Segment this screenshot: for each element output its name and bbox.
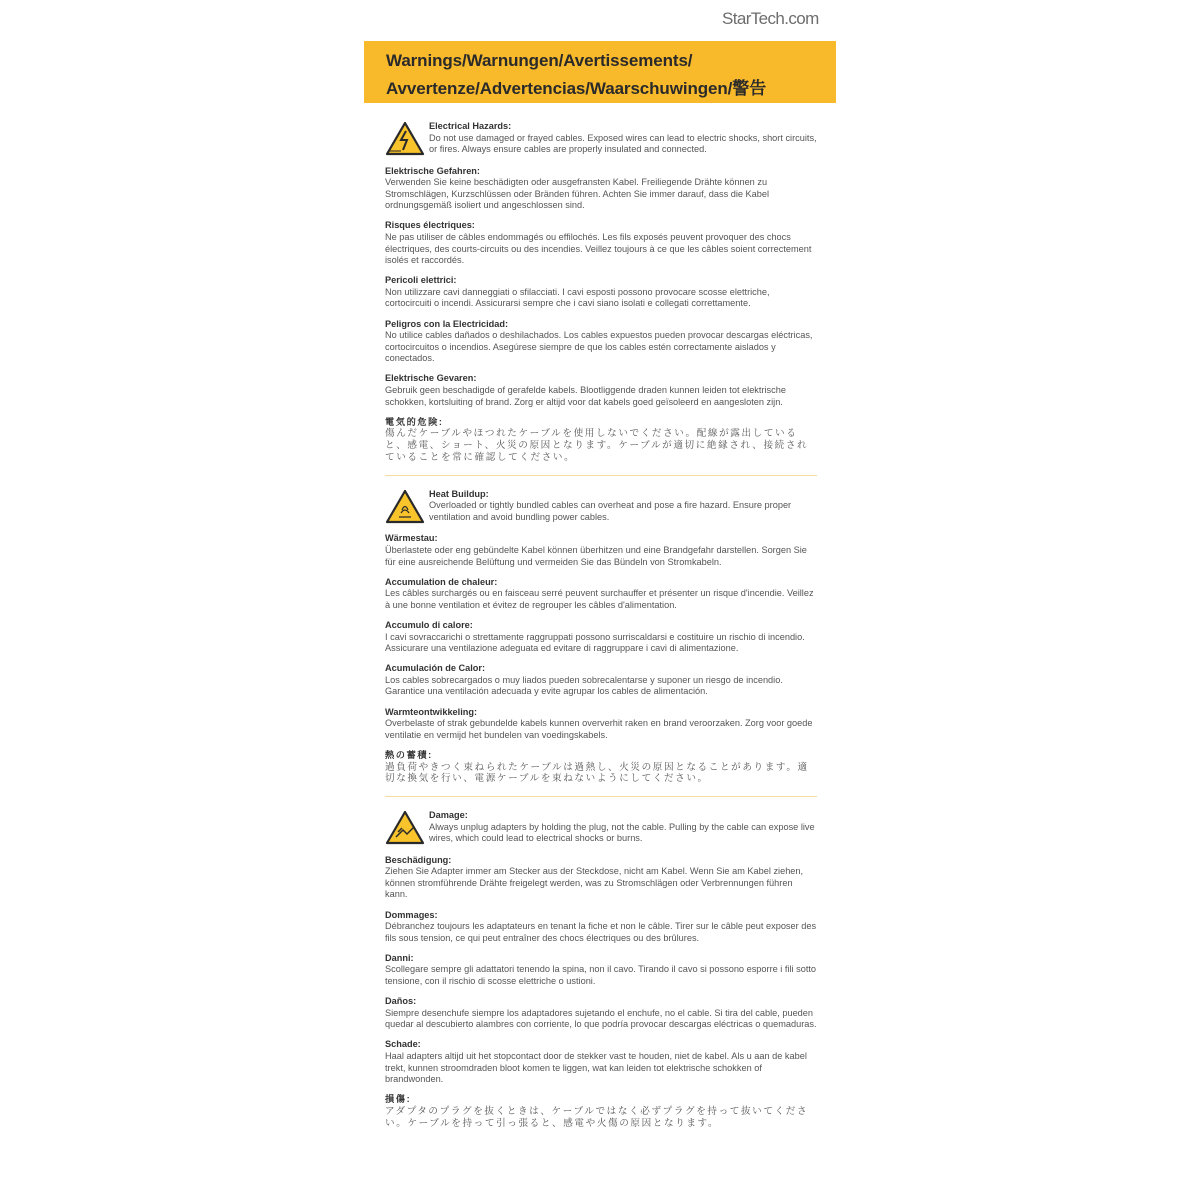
warning-entry-text: Overloaded or tightly bundled cables can overheat and pose a fire hazard. Ensure proper ventilation and avoid bundling power cables.: [429, 500, 792, 523]
warning-entry: [385, 953, 817, 988]
warning-entry-text: 傷んだケーブルやほつれたケーブルを使用しないでください。配線が露出していると、感電、ショート、火災の原因となります。ケーブルが適切に絶縁され、接続されていることを常に確認してください。: [385, 428, 809, 464]
warnings-content: [385, 121, 817, 1138]
warning-entry-text: Siempre desenchufe siempre los adaptadores sujetando el enchufe, no el cable. Si tira del cable, pueden quedar al descubierto alambres con corriente, lo que podría provocar descargas eléctricas o quemaduras.: [385, 1007, 817, 1030]
warning-entry-title: Schade:: [385, 1039, 421, 1050]
warning-section: [385, 810, 817, 1129]
warning-entry-title: Wärmestau:: [385, 533, 438, 544]
warning-entry: [385, 663, 817, 698]
warning-section: [385, 121, 817, 464]
warning-entry-text: Débranchez toujours les adaptateurs en tenant la fiche et non le câble. Tirer sur le câble peut exposer des fils sous tension, ce qui peut entraîner des chocs électriques ou des brûlures.: [385, 921, 817, 943]
warning-entry: [385, 121, 817, 157]
warning-entry: [385, 417, 817, 464]
warning-entry-title: 電気的危険:: [385, 416, 444, 427]
warning-entry-title: Accumulo di calore:: [385, 619, 473, 630]
warning-entry: [385, 373, 817, 408]
warning-entry: [385, 275, 817, 310]
warning-entry: [385, 166, 817, 212]
warning-entry: [385, 707, 817, 742]
warning-entry-text: Haal adapters altijd uit het stopcontact door de stekker vast te houden, niet de kabel. Als u aan de kabel trekt, kunnen stroomdraden bloot komen te liggen, wat kan leiden tot elektrische schokken of brandwonden.: [385, 1050, 807, 1085]
warning-entry-text: I cavi sovraccarichi o strettamente raggruppati possono surriscaldarsi e costituire un rischio di incendio. Assicurare una ventilazione adeguata ed evitare di raggruppare i cavi di alimentazione.: [385, 631, 805, 654]
warning-entry-text: Gebruik geen beschadigde of gerafelde kabels. Blootliggende draden kunnen leiden tot elektrische schokken, kortsluiting of brand. Zorg er altijd voor dat kabels goed geïsoleerd en aangesloten zijn.: [385, 385, 786, 407]
warning-entry-title: Elektrische Gevaren:: [385, 373, 477, 384]
warning-entry-title: 損傷:: [385, 1094, 412, 1105]
warning-entry-title: Peligros con la Electricidad:: [385, 318, 509, 329]
warning-entry-title: Heat Buildup:: [429, 488, 489, 499]
warning-entry-title: 熱の蓄積:: [385, 749, 433, 760]
warning-entry-title: Daños:: [385, 996, 417, 1007]
electrical-hazard-icon: [385, 121, 425, 157]
warning-entry: [385, 1039, 817, 1085]
warning-entry: [385, 855, 817, 901]
warning-entry-title: Damage:: [429, 810, 468, 821]
startech-logo: StarTech.com: [722, 9, 819, 28]
warning-entry: [385, 996, 817, 1031]
warning-entry-text: Overbelaste of strak gebundelde kabels kunnen oververhit raken en brand veroorzaken. Zorg voor goede ventilatie en vermijd het bundelen van voedingskabels.: [385, 718, 813, 740]
banner-title-line-1: Warnings/Warnungen/Avertissements/: [386, 51, 693, 70]
warning-entry-text: Los cables sobrecargados o muy liados pueden sobrecalentarse y suponer un riesgo de incendio. Garantice una ventilación adecuada y evite agrupar los cables de alimentación.: [385, 674, 783, 697]
warning-entry-text: Do not use damaged or frayed cables. Exposed wires can lead to electric shocks, short circuits, or fires. Always ensure cables are properly insulated and connected.: [429, 132, 817, 155]
section-divider: [385, 475, 817, 476]
warning-section: [385, 489, 817, 785]
warning-entry-title: Accumulation de chaleur:: [385, 576, 498, 587]
warning-entry: [385, 750, 817, 785]
warning-entry-title: Pericoli elettrici:: [385, 275, 457, 286]
heat-hazard-icon: [385, 489, 425, 525]
warning-entry-text: Les câbles surchargés ou en faisceau serré peuvent surchauffer et présenter un risque d'incendie. Veillez à une bonne ventilation et évitez de regrouper les câbles d'alimentation.: [385, 588, 814, 610]
warning-entry-title: Risques électriques:: [385, 220, 475, 231]
warning-entry-title: Beschädigung:: [385, 854, 452, 865]
warning-entry: [385, 1094, 817, 1129]
warning-entry-text: Überlastete oder eng gebündelte Kabel können überhitzen und eine Brandgefahr darstellen. Sorgen Sie für eine ausreichende Belüftung und vermeiden Sie das Bündeln von Stromkabeln.: [385, 544, 807, 567]
warning-entry-text: Verwenden Sie keine beschädigten oder ausgefransten Kabel. Freiliegende Drähte können zu Stromschlägen, Kurzschlüssen oder Bränden führen. Achten Sie immer darauf, dass die Kabel ordnungsgemäß isoliert und angeschlossen sind.: [385, 177, 770, 211]
warning-entry-text: 過負荷やきつく束ねられたケーブルは過熱し、火災の原因となることがあります。適切な換気を行い、電源ケーブルを束ねないようにしてください。: [385, 761, 809, 785]
warning-entry-title: Elektrische Gefahren:: [385, 165, 480, 176]
warning-entry-title: Electrical Hazards:: [429, 121, 512, 131]
warning-entry-title: Danni:: [385, 952, 414, 963]
warning-entry-text: Always unplug adapters by holding the plug, not the cable. Pulling by the cable can expose live wires, which could lead to electrical shocks or burns.: [429, 821, 815, 844]
warning-entry-text: Ne pas utiliser de câbles endommagés ou effilochés. Les fils exposés peuvent provoquer des chocs électriques, des courts-circuits ou des incendies. Veillez toujours à ce que les câbles soient correctement isolés et raccordés.: [385, 231, 812, 266]
warning-entry: [385, 220, 817, 266]
banner-title-line-2: Avvertenze/Advertencias/Waarschuwingen/警告: [386, 79, 767, 98]
damage-hazard-icon: [385, 810, 425, 846]
warning-entry-title: Warmteontwikkeling:: [385, 706, 478, 717]
warning-entry: [385, 489, 817, 525]
warning-entry: [385, 577, 817, 612]
warning-entry-title: Dommages:: [385, 909, 438, 920]
warning-entry-title: Acumulación de Calor:: [385, 663, 486, 674]
warning-entry-text: アダプタのプラグを抜くときは、ケーブルではなく必ずプラグを持って抜いてください。ケーブルを持って引っ張ると、感電や火傷の原因となります。: [385, 1106, 809, 1129]
section-divider: [385, 796, 817, 797]
warning-entry: [385, 533, 817, 568]
warnings-banner: [364, 41, 836, 103]
warning-entry: [385, 910, 817, 945]
warning-entry-text: No utilice cables dañados o deshilachados. Los cables expuestos pueden provocar descargas eléctricas, cortocircuitos o incendios. Asegúrese siempre de que los cables estén correctamente aislados y conectados.: [385, 330, 813, 364]
warning-entry: [385, 319, 817, 365]
warning-entry-text: Ziehen Sie Adapter immer am Stecker aus der Steckdose, nicht am Kabel. Wenn Sie am Kabel ziehen, können stromführende Drähte freigelegt werden, was zu Stromschlägen oder Verbrennungen führen kann.: [385, 866, 804, 900]
warning-entry-text: Non utilizzare cavi danneggiati o sfilacciati. I cavi esposti possono provocare scosse elettriche, cortocircuiti o incendi. Assicurarsi sempre che i cavi siano isolati e collegati correttamente.: [385, 286, 770, 309]
warning-entry-text: Scollegare sempre gli adattatori tenendo la spina, non il cavo. Tirando il cavo si possono esporre i fili sotto tensione, con il rischio di scosse elettriche o ustioni.: [385, 964, 817, 987]
warning-entry: [385, 810, 817, 846]
warning-entry: [385, 620, 817, 655]
